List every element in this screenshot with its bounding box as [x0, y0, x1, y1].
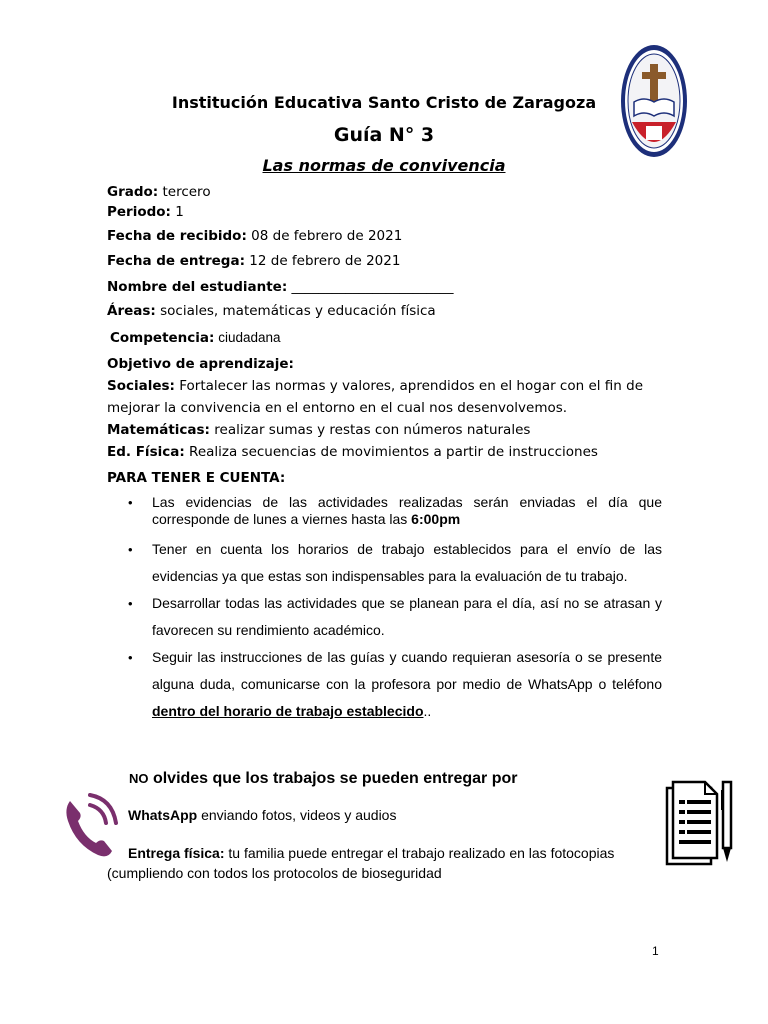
- list-item: [130, 644, 662, 725]
- competence-label: Competencia:: [110, 330, 215, 346]
- guide-title: Guía N° 3: [333, 124, 435, 146]
- bullet-text: Las evidencias de las actividades realizadas serán enviadas el día que corresponde de lunes a viernes hasta las: [152, 494, 662, 527]
- received-date-row: [107, 228, 402, 244]
- delivery-date-row: [107, 253, 400, 269]
- schedule-emphasis: dentro del horario de trabajo establecido: [152, 703, 424, 719]
- student-name-blank: ________________________: [287, 279, 454, 295]
- student-name-row: [107, 279, 454, 295]
- notice-no: NO: [129, 771, 149, 786]
- document-pen-icon: [665, 778, 737, 870]
- matematicas-text: realizar sumas y restas con números naturales: [209, 422, 531, 438]
- physical-delivery-line: [107, 843, 667, 883]
- notes-list: [130, 494, 662, 725]
- competence-row: [110, 330, 281, 346]
- delivery-notice: [129, 770, 517, 788]
- objectives-block: [107, 353, 667, 463]
- bullet-icon: •: [128, 542, 133, 557]
- physical-delivery-label: Entrega física:: [128, 845, 225, 861]
- bullet-icon: •: [128, 596, 133, 611]
- period-row: [107, 204, 184, 220]
- notes-heading-text: PARA TENER E CUENTA:: [107, 470, 286, 486]
- bullet-text: Tener en cuenta los horarios de trabajo establecidos para el envío de las evidencias ya que estas son indispensables para la evaluación de tu trabajo.: [152, 541, 662, 584]
- student-name-label: Nombre del estudiante:: [107, 279, 288, 295]
- grade-row: [107, 184, 211, 200]
- physical-delivery-text: tu familia puede entregar el trabajo realizado en las fotocopias (cumpliendo con todos los protocolos de bioseguridad: [107, 845, 615, 881]
- delivery-date-label: Fecha de entrega:: [107, 253, 245, 269]
- fisica-text: Realiza secuencias de movimientos a partir de instrucciones: [184, 444, 598, 460]
- deadline-time: 6:00pm: [411, 511, 461, 527]
- grade-label: Grado:: [107, 184, 159, 200]
- whatsapp-label: WhatsApp: [128, 807, 198, 823]
- delivery-date-value: 12 de febrero de 2021: [244, 253, 401, 269]
- matematicas-label: Matemáticas:: [107, 422, 210, 438]
- page-number: 1: [652, 944, 659, 958]
- whatsapp-line: [128, 807, 396, 823]
- school-name: Institución Educativa Santo Cristo de Zaragoza: [171, 93, 597, 112]
- areas-value: sociales, matemáticas y educación física: [155, 303, 436, 319]
- whatsapp-text: enviando fotos, videos y audios: [197, 807, 397, 823]
- sociales-text: Fortalecer las normas y valores, aprendidos en el hogar con el fin de mejorar la convivencia en el entorno en el cual nos desenvolvemos.: [107, 378, 644, 416]
- received-date-label: Fecha de recibido:: [107, 228, 247, 244]
- period-label: Periodo:: [107, 204, 171, 220]
- bullet-text: Seguir las instrucciones de las guías y cuando requieran asesoría o se presente alguna duda, comunicarse con la profesora por medio de WhatsApp o teléfono: [152, 649, 662, 692]
- grade-value: tercero: [158, 184, 211, 200]
- bullet-text: Desarrollar todas las actividades que se planean para el día, así no se atrasan y favorecen su rendimiento académico.: [152, 595, 662, 638]
- objectives-title: Objetivo de aprendizaje:: [107, 356, 294, 372]
- list-item: [130, 590, 662, 644]
- bullet-icon: •: [128, 495, 133, 510]
- list-item: [130, 536, 662, 590]
- areas-label: Áreas:: [107, 303, 156, 319]
- fisica-label: Ed. Física:: [107, 444, 185, 460]
- competence-value: ciudadana: [214, 330, 281, 345]
- notice-text: olvides que los trabajos se pueden entregar por: [148, 770, 518, 787]
- topic-title: Las normas de convivencia: [262, 156, 506, 175]
- received-date-value: 08 de febrero de 2021: [246, 228, 403, 244]
- bullet-icon: •: [128, 650, 133, 665]
- list-item: [130, 494, 662, 528]
- areas-row: [107, 303, 436, 319]
- bullet-end: ..: [423, 703, 432, 719]
- notes-heading: [107, 470, 285, 486]
- period-value: 1: [170, 204, 184, 220]
- sociales-label: Sociales:: [107, 378, 175, 394]
